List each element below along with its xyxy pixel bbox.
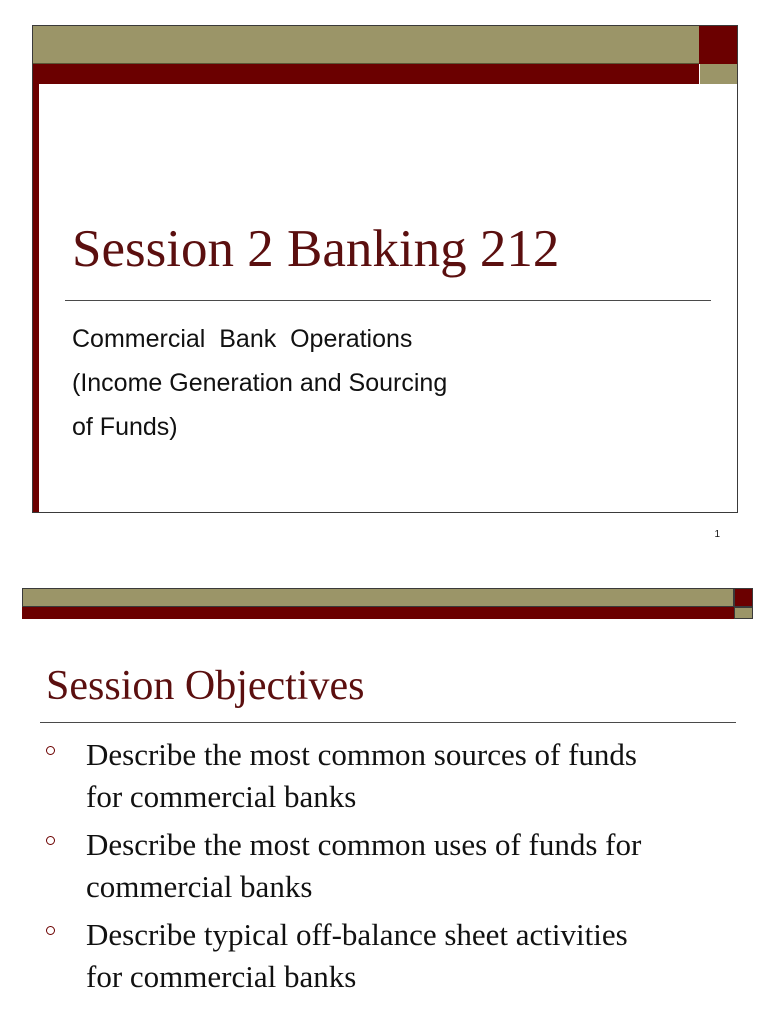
bullet-line: Describe the most common uses of funds for	[86, 827, 642, 862]
left-maroon-bar	[33, 84, 39, 512]
header-olive-square	[699, 64, 737, 84]
objectives-divider	[40, 722, 736, 723]
subtitle-line: (Income Generation and Sourcing	[72, 369, 448, 397]
slide2-header-olive-band	[22, 588, 734, 607]
slide2-header-maroon-band	[22, 607, 734, 619]
circle-bullet-icon	[46, 836, 55, 845]
subtitle-line: of Funds)	[72, 413, 178, 441]
bullet-line: for commercial banks	[86, 779, 357, 814]
bullet-line: for commercial banks	[86, 959, 357, 994]
bullet-line: Describe the most common sources of funds	[86, 737, 637, 772]
subtitle-line: Commercial Bank Operations	[72, 325, 413, 353]
slide-title: Session 2 Banking 212	[72, 220, 560, 278]
header-maroon-square	[699, 26, 737, 64]
slide-subtitle	[72, 317, 672, 449]
slide2-header-olive-square	[734, 607, 753, 619]
page-number: 1	[714, 529, 720, 540]
list-item	[44, 914, 744, 998]
circle-bullet-icon	[46, 926, 55, 935]
circle-bullet-icon	[46, 746, 55, 755]
slide2-header-maroon-square	[734, 588, 753, 607]
objectives-list	[44, 734, 744, 1004]
bullet-line: commercial banks	[86, 869, 313, 904]
header-olive-band	[33, 26, 699, 64]
header-maroon-band	[33, 64, 699, 84]
bullet-line: Describe typical off-balance sheet activities	[86, 917, 628, 952]
list-item	[44, 734, 744, 818]
objectives-title: Session Objectives	[46, 663, 365, 709]
title-slide	[32, 25, 738, 513]
list-item	[44, 824, 744, 908]
title-divider	[65, 300, 711, 301]
